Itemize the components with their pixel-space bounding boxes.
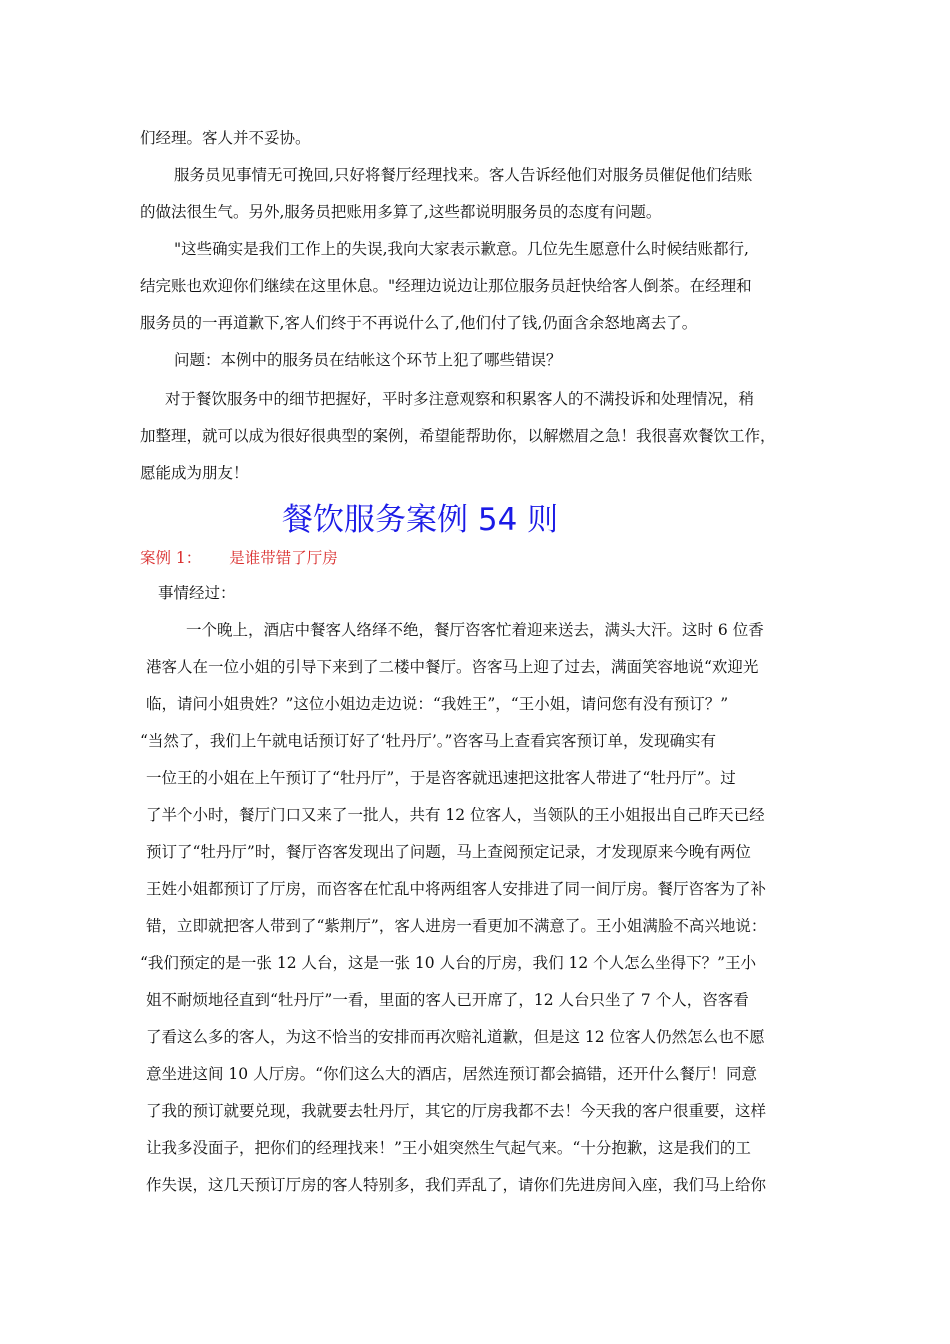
- intro-line: 们经理。客人并不妥协。: [140, 129, 311, 147]
- section-subheading: 事情经过：: [158, 584, 236, 602]
- document-title: 餐饮服务案例 54 则: [282, 502, 559, 538]
- intro-line: 结完账也欢迎你们继续在这里休息。"经理边说边让那位服务员赶快给客人倒茶。在经理和: [140, 277, 752, 295]
- intro-line: 的做法很生气。另外,服务员把账用多算了,这些都说明服务员的态度有问题。: [140, 203, 662, 221]
- body-line: 姐不耐烦地径直到“牡丹厅”一看，里面的客人已开席了，12 人台只坐了 7 个人，咨客看: [146, 991, 749, 1009]
- body-line: 错，立即就把客人带到了“紫荆厅”，客人进房一看更加不满意了。王小姐满脸不高兴地说：: [146, 917, 767, 935]
- body-line: 了我的预订就要兑现，我就要去牡丹厅，其它的厅房我都不去！今天我的客户很重要，这样: [146, 1102, 767, 1120]
- body-line: 预订了“牡丹厅”时，餐厅咨客发现出了问题，马上查阅预定记录，才发现原来今晚有两位: [146, 843, 751, 861]
- question-line: 问题：本例中的服务员在结帐这个环节上犯了哪些错误？: [174, 351, 562, 369]
- case-heading: [140, 548, 338, 568]
- body-line: 了半个小时，餐厅门口又来了一批人，共有 12 位客人，当领队的王小姐报出自己昨天已经: [146, 806, 765, 824]
- body-line: 意坐进这间 10 人厅房。“你们这么大的酒店，居然连预订都会搞错，还开什么餐厅！同意: [146, 1065, 758, 1083]
- body-line: 一个晚上，酒店中餐客人络绎不绝，餐厅咨客忙着迎来送去，满头大汗。这时 6 位香: [186, 621, 764, 639]
- intro-line: "这些确实是我们工作上的失误,我向大家表示歉意。几位先生愿意什么时候结账都行,: [174, 240, 749, 258]
- body-line: “当然了，我们上午就电话预订好了‘牡丹厅’。”咨客马上查看宾客预订单，发现确实有: [140, 732, 716, 750]
- body-line: 港客人在一位小姐的引导下来到了二楼中餐厅。咨客马上迎了过去，满面笑容地说“欢迎光: [146, 658, 759, 676]
- body-line: 临，请问小姐贵姓？”这位小姐边走边说：“我姓王”，“王小姐，请问您有没有预订？”: [146, 695, 729, 713]
- case-label: 案例 1：: [140, 549, 202, 567]
- body-line: 一位王的小姐在上午预订了“牡丹厅”，于是咨客就迅速把这批客人带进了“牡丹厅”。过: [146, 769, 736, 787]
- intro-line: 服务员见事情无可挽回,只好将餐厅经理找来。客人告诉经他们对服务员催促他们结账: [174, 166, 753, 184]
- case-title: 是谁带错了厅房: [229, 549, 338, 567]
- body-line: 让我多没面子，把你们的经理找来！”王小姐突然生气起气来。“十分抱歉，这是我们的工: [146, 1139, 751, 1157]
- body-line: 了看这么多的客人，为这不恰当的安排而再次赔礼道歉，但是这 12 位客人仍然怎么也不愿: [146, 1028, 765, 1046]
- intro-line: 愿能成为朋友！: [140, 464, 249, 482]
- intro-line: 对于餐饮服务中的细节把握好，平时多注意观察和积累客人的不满投诉和处理情况，稍: [165, 390, 755, 408]
- body-line: 王姓小姐都预订了厅房，而咨客在忙乱中将两组客人安排进了同一间厅房。餐厅咨客为了补: [146, 880, 767, 898]
- intro-line: 加整理，就可以成为很好很典型的案例，希望能帮助你，以解燃眉之急！我很喜欢餐饮工作，: [140, 427, 776, 445]
- body-line: “我们预定的是一张 12 人台，这是一张 10 人台的厅房，我们 12 个人怎么坐得下？”王小: [140, 954, 757, 972]
- body-line: 作失误，这几天预订厅房的客人特别多，我们弄乱了，请你们先进房间入座，我们马上给你: [146, 1176, 767, 1194]
- intro-line: 服务员的一再道歉下,客人们终于不再说什么了,他们付了钱,仍面含余怒地离去了。: [140, 314, 698, 332]
